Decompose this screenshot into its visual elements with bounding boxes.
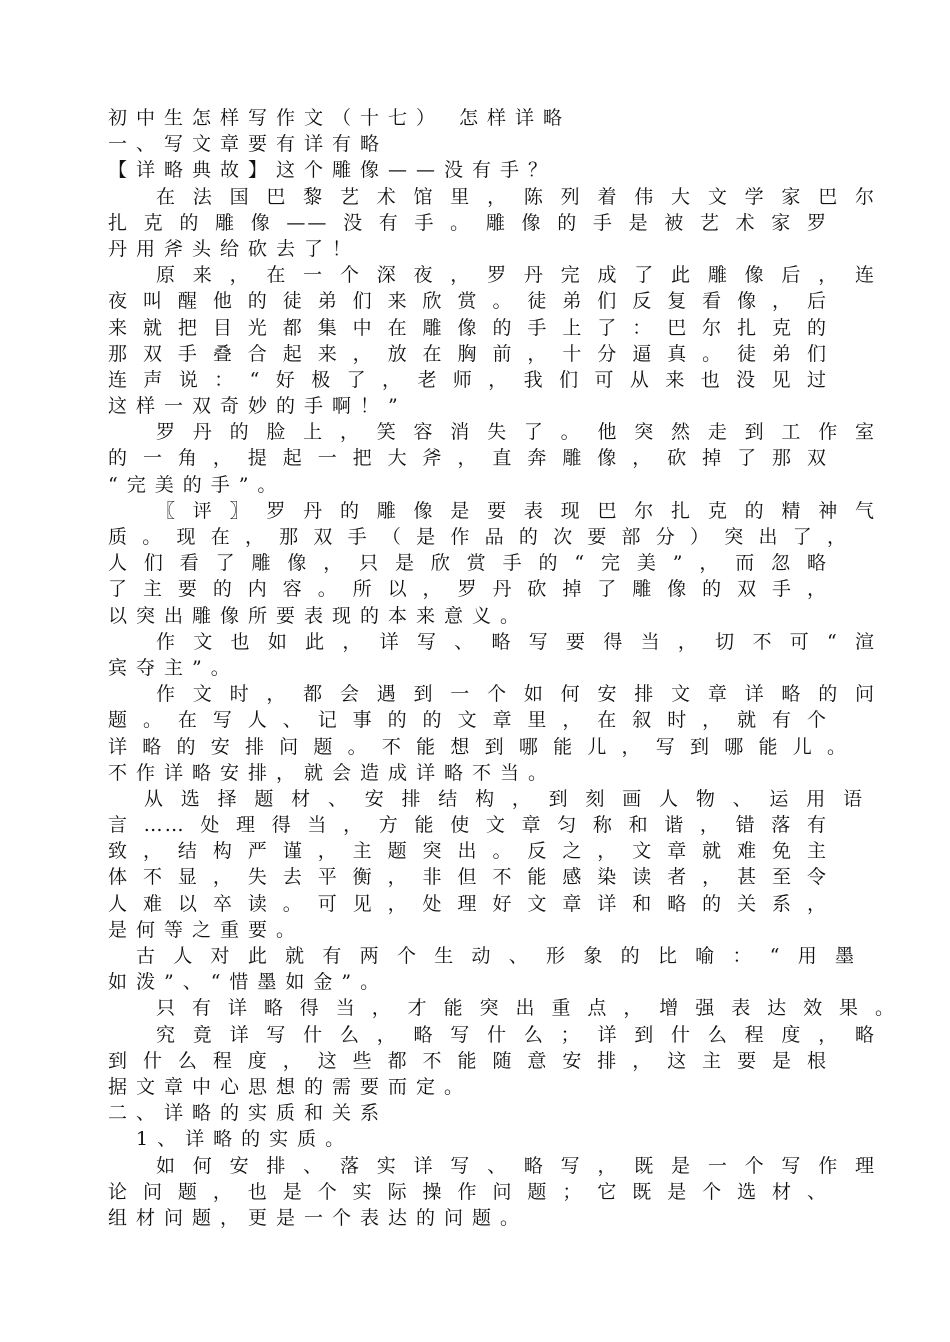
subsection-heading: 1、详略的实质。	[136, 1128, 354, 1151]
text-line: 罗丹的脸上，笑容消失了。他突然走到工作室	[156, 421, 876, 444]
text-line: 究竟详写什么，略写什么；详到什么程度，略	[156, 1023, 876, 1046]
text-line: 是何等之重要。	[108, 918, 305, 941]
text-line: 以突出雕像所要表现的本来意义。	[108, 604, 529, 627]
text-line: 到什么程度，这些都不能随意安排，这主要是根	[108, 1049, 828, 1072]
text-line: 人难以卒读。可见，处理好文章详和略的关系，	[108, 892, 828, 915]
text-line: 来就把目光都集中在雕像的手上了：巴尔扎克的	[108, 316, 828, 339]
text-line: 言……处理得当，方能使文章匀称和谐，错落有	[108, 814, 828, 837]
text-line: 从选择题材、安排结构，到刻画人物、运用语	[144, 787, 864, 810]
section-heading-1: 一、写文章要有详有略	[108, 133, 389, 156]
text-line: 这样一双奇妙的手啊！”	[108, 395, 407, 418]
text-line: 人们看了雕像，只是欣赏手的“完美”，而忽略	[108, 552, 828, 575]
text-line: 的一角，提起一把大斧，直奔雕像，砍掉了那双	[108, 447, 828, 470]
text-line: 那双手叠合起来，放在胸前，十分逼真。徒弟们	[108, 342, 828, 365]
text-line: 连声说：“好极了，老师，我们可从来也没见过	[108, 368, 828, 391]
text-line: 体不显，失去平衡，非但不能感染读者，甚至令	[108, 866, 828, 889]
text-line: 作文时，都会遇到一个如何安排文章详略的问	[156, 683, 876, 706]
text-line: 原来，在一个深夜，罗丹完成了此雕像后，连	[156, 264, 876, 287]
text-line: 论问题，也是个实际操作问题；它既是个选材、	[108, 1180, 828, 1203]
text-line: 致，结构严谨，主题突出。反之，文章就难免主	[108, 840, 828, 863]
text-line: 据文章中心思想的需要而定。	[108, 1075, 473, 1098]
text-line: 古人对此就有两个生动、形象的比喻：“用墨	[136, 945, 856, 967]
document-body	[108, 105, 896, 1231]
text-line: 在法国巴黎艺术馆里，陈列着伟大文学家巴尔	[156, 185, 876, 208]
subheading-story: 【详略典故】这个雕像——没有手？	[108, 159, 557, 182]
text-line: 了主要的内容。所以，罗丹砍掉了雕像的双手，	[108, 578, 828, 601]
text-line: 如泼”、“惜墨如金”。	[108, 971, 389, 994]
text-line: 作文也如此，详写、略写要得当，切不可“渲	[156, 630, 876, 653]
text-line: 夜叫醒他的徒弟们来欣赏。徒弟们反复看像，后	[108, 290, 828, 313]
text-line: 扎克的雕像——没有手。雕像的手是被艺术家罗	[108, 211, 828, 234]
document-title: 初中生怎样写作文（十七） 怎样详略	[108, 107, 572, 129]
text-line: 不作详略安排，就会造成详略不当。	[108, 761, 557, 784]
text-line: “完美的手”。	[108, 473, 286, 496]
text-line: 宾夺主”。	[108, 656, 239, 679]
text-line: 题。在写人、记事的的文章里，在叙时，就有个	[108, 709, 828, 732]
text-line: 组材问题，更是一个表达的问题。	[108, 1206, 529, 1229]
text-line: 丹用斧头给砍去了！	[108, 237, 361, 260]
text-line: 〖评〗罗丹的雕像是要表现巴尔扎克的精神气	[156, 499, 876, 522]
text-line: 质。现在，那双手（是作品的次要部分）突出了，	[108, 526, 848, 548]
section-heading-2: 二、详略的实质和关系	[108, 1102, 389, 1125]
text-line: 只有详略得当，才能突出重点，增强表达效果。	[156, 997, 896, 1020]
text-line: 如何安排、落实详写、略写，既是一个写作理	[156, 1154, 876, 1177]
text-line: 详略的安排问题。不能想到哪能儿，写到哪能儿。	[108, 735, 848, 758]
